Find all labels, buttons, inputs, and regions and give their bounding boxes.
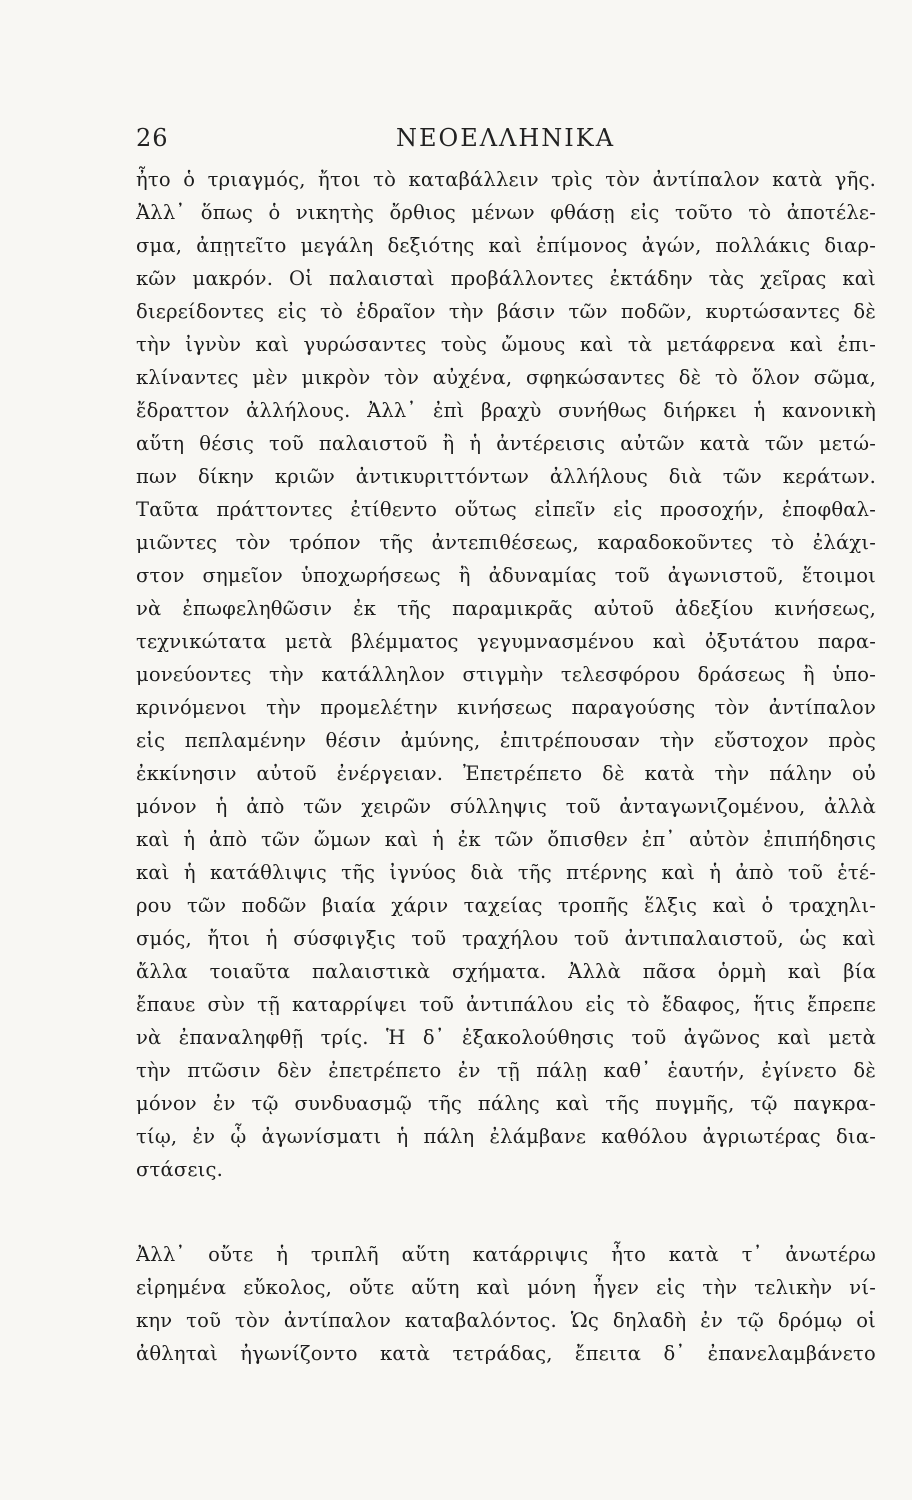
text-line: Ἀλλ᾽ ὅπως ὁ νικητὴς ὄρθιος μένων φθάσῃ εἰς τοῦτο τὸ ἀποτέλε- [136, 201, 876, 224]
text-line: ἔπαυε σὺν τῇ καταρρίψει τοῦ ἀντιπάλου εἰς τὸ ἔδαφος, ἥτις ἔπρεπε [136, 993, 876, 1016]
text-line: τεχνικώτατα μετὰ βλέμματος γεγυμνασμένου καὶ ὀξυτάτου παρα- [136, 630, 876, 653]
text-line: στάσεις. [136, 1158, 224, 1181]
text-line: ἔδραττον ἀλλήλους. Ἀλλ᾽ ἐπὶ βραχὺ συνήθως διήρκει ἡ κανονικὴ [136, 399, 876, 422]
paragraph-1 [136, 163, 876, 1186]
text-line: ἀθληταὶ ἠγωνίζοντο κατὰ τετράδας, ἔπειτα δ᾽ ἐπανελαμβάνετο [136, 1342, 876, 1365]
text-line: στον σημεῖον ὑποχωρήσεως ἢ ἀδυναμίας τοῦ ἀγωνιστοῦ, ἕτοιμοι [136, 564, 876, 587]
text-line: ἐκκίνησιν αὐτοῦ ἐνέργειαν. Ἐπετρέπετο δὲ κατὰ τὴν πάλην οὐ [136, 762, 876, 785]
text-line: νὰ ἐπαναληφθῇ τρίς. Ἡ δ᾽ ἐξακολούθησις τοῦ ἀγῶνος καὶ μετὰ [136, 1026, 876, 1049]
paragraph-2 [136, 1238, 876, 1370]
text-line: κην τοῦ τὸν ἀντίπαλον καταβαλόντος. Ὡς δηλαδὴ ἐν τῷ δρόμῳ οἱ [136, 1309, 876, 1332]
text-line: μονεύοντες τὴν κατάλληλον στιγμὴν τελεσφόρου δράσεως ἢ ὑπο- [136, 663, 876, 686]
text-line: μιῶντες τὸν τρόπον τῆς ἀντεπιθέσεως, καραδοκοῦντες τὸ ἐλάχι- [136, 531, 876, 554]
page-number: 26 [136, 124, 169, 152]
text-line: ρου τῶν ποδῶν βιαία χάριν ταχείας τροπῆς ἕλξις καὶ ὁ τραχηλι- [136, 894, 876, 917]
text-line: καὶ ἡ κατάθλιψις τῆς ἰγνύος διὰ τῆς πτέρνης καὶ ἡ ἀπὸ τοῦ ἑτέ- [136, 861, 876, 884]
text-line: καὶ ἡ ἀπὸ τῶν ὤμων καὶ ἡ ἐκ τῶν ὄπισθεν ἐπ᾽ αὐτὸν ἐπιπήδησις [136, 828, 876, 851]
page-header [136, 120, 876, 160]
text-line: Ταῦτα πράττοντες ἐτίθεντο οὕτως εἰπεῖν εἰς προσοχήν, ἐποφθαλ- [136, 498, 876, 521]
text-line: κλίναντες μὲν μικρὸν τὸν αὐχένα, σφηκώσαντες δὲ τὸ ὅλον σῶμα, [136, 366, 876, 389]
running-title: ΝΕΟΕΛΛΗΝΙΚΑ [396, 124, 616, 152]
text-line: μόνον ἡ ἀπὸ τῶν χειρῶν σύλληψις τοῦ ἀνταγωνιζομένου, ἀλλὰ [136, 795, 876, 818]
text-line: μόνον ἐν τῷ συνδυασμῷ τῆς πάλης καὶ τῆς πυγμῆς, τῷ παγκρα- [136, 1092, 876, 1115]
text-line: τίῳ, ἐν ᾧ ἀγωνίσματι ἡ πάλη ἐλάμβανε καθόλου ἀγριωτέρας δια- [136, 1125, 876, 1148]
text-line: εἰς πεπλαμένην θέσιν ἀμύνης, ἐπιτρέπουσαν τὴν εὔστοχον πρὸς [136, 729, 876, 752]
text-line: διερείδοντες εἰς τὸ ἑδραῖον τὴν βάσιν τῶν ποδῶν, κυρτώσαντες δὲ [136, 300, 876, 323]
text-line: τὴν ἰγνὺν καὶ γυρώσαντες τοὺς ὤμους καὶ τὰ μετάφρενα καὶ ἐπι- [136, 333, 876, 356]
text-line: κρινόμενοι τὴν προμελέτην κινήσεως παραγούσης τὸν ἀντίπαλον [136, 696, 876, 719]
text-line: Ἀλλ᾽ οὔτε ἡ τριπλῆ αὕτη κατάρριψις ἦτο κατὰ τ᾽ ἀνωτέρω [136, 1243, 876, 1266]
text-line: εἰρημένα εὔκολος, οὔτε αὕτη καὶ μόνη ἦγεν εἰς τὴν τελικὴν νί- [136, 1276, 876, 1299]
text-line: νὰ ἐπωφεληθῶσιν ἐκ τῆς παραμικρᾶς αὐτοῦ ἀδεξίου κινήσεως, [136, 597, 876, 620]
text-line: κῶν μακρόν. Οἱ παλαισταὶ προβάλλοντες ἐκτάδην τὰς χεῖρας καὶ [136, 267, 876, 290]
text-line: πων δίκην κριῶν ἀντικυριττόντων ἀλλήλους διὰ τῶν κεράτων. [136, 465, 876, 488]
text-line: τὴν πτῶσιν δὲν ἐπετρέπετο ἐν τῇ πάλῃ καθ᾽ ἑαυτήν, ἐγίνετο δὲ [136, 1059, 876, 1082]
text-line: σμα, ἀπῃτεῖτο μεγάλη δεξιότης καὶ ἐπίμονος ἀγών, πολλάκις διαρ- [136, 234, 876, 257]
text-line: ἦτο ὁ τριαγμός, ἤτοι τὸ καταβάλλειν τρὶς τὸν ἀντίπαλον κατὰ γῆς. [136, 168, 876, 191]
text-line: ἄλλα τοιαῦτα παλαιστικὰ σχήματα. Ἀλλὰ πᾶσα ὁρμὴ καὶ βία [136, 960, 876, 983]
text-line: σμός, ἤτοι ἡ σύσφιγξις τοῦ τραχήλου τοῦ ἀντιπαλαιστοῦ, ὡς καὶ [136, 927, 876, 950]
text-line: αὕτη θέσις τοῦ παλαιστοῦ ἢ ἡ ἀντέρεισις αὐτῶν κατὰ τῶν μετώ- [136, 432, 876, 455]
